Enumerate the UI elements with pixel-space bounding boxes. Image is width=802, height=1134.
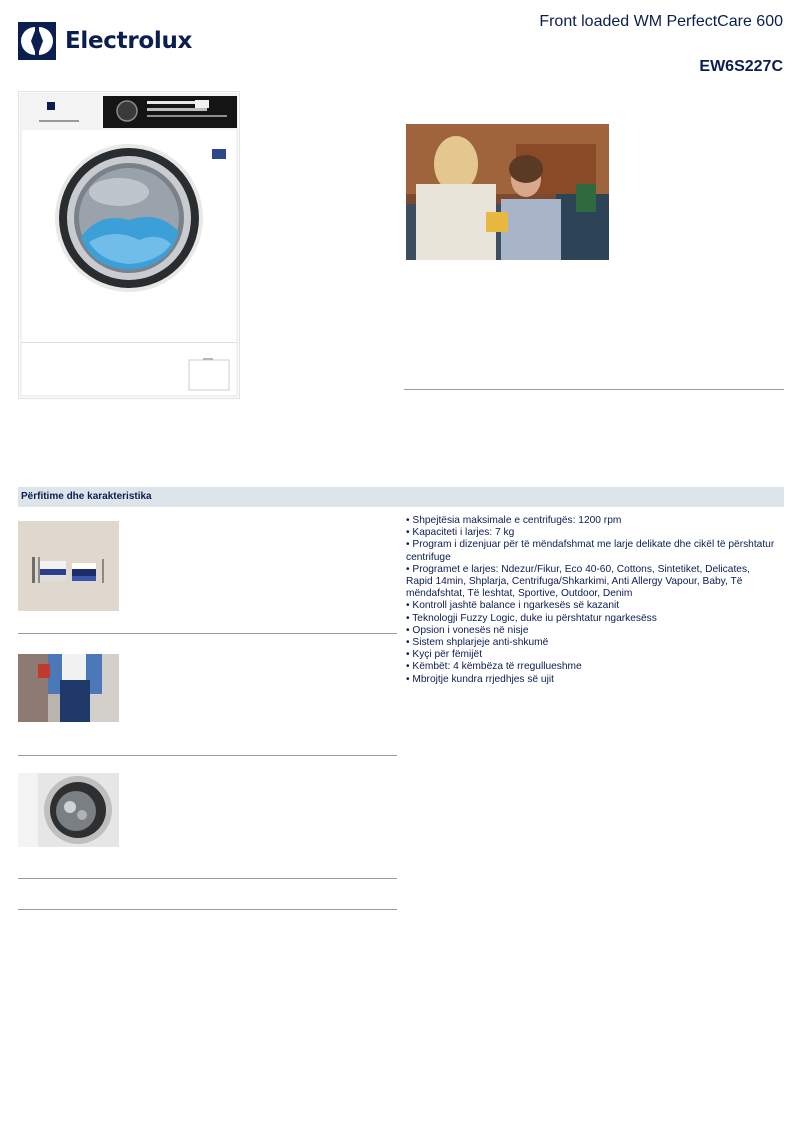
feature-item: • Teknologji Fuzzy Logic, duke iu përshtatur ngarkesëss xyxy=(406,612,657,624)
washing-machine-image xyxy=(18,91,240,399)
feature-list xyxy=(406,515,776,686)
feature-image-drum xyxy=(18,773,119,847)
brand-logo xyxy=(18,21,198,61)
feature-item: • Program i dizenjuar për të mëndafshmat me larje delikate dhe cikël të përshtatur centrifuge xyxy=(406,539,775,563)
divider xyxy=(18,909,397,910)
divider xyxy=(18,878,397,879)
divider xyxy=(404,389,784,390)
feature-item: • Shpejtësia maksimale e centrifugës: 1200 rpm xyxy=(406,515,622,526)
model-number: EW6S227C xyxy=(699,58,783,75)
feature-item: • Kyçi për fëmijët xyxy=(406,649,483,661)
document-title: Front loaded WM PerfectCare 600 xyxy=(539,13,783,30)
brand-name: Electrolux xyxy=(65,28,193,54)
section-title: Përfitime dhe karakteristika xyxy=(21,491,152,502)
feature-item: • Programet e larjes: Ndezur/Fikur, Eco 40-60, Cottons, Sintetiket, Delicates, Rapid 14min, Shplarja, Centrifuga/Shkarkimi, Anti Allergy Vapour, Baby, Të mëndafshtat, Të leshtat, Sportive, Outdoor, Denim xyxy=(406,563,750,600)
feature-item: • Mbrojtje kundra rrjedhjes së ujit xyxy=(406,673,554,685)
feature-image-jeans xyxy=(18,654,119,722)
feature-item: • Këmbët: 4 këmbëza të rregullueshme xyxy=(406,661,582,673)
divider xyxy=(18,633,397,634)
lifestyle-photo xyxy=(406,124,609,260)
feature-item: • Kapaciteti i larjes: 7 kg xyxy=(406,527,515,539)
divider xyxy=(18,755,397,756)
electrolux-logo-icon xyxy=(18,22,56,60)
feature-item: • Kontroll jashtë balance i ngarkesës së kazanit xyxy=(406,600,620,612)
feature-item: • Sistem shplarjeje anti-shkumë xyxy=(406,637,549,649)
feature-image-garments xyxy=(18,521,119,611)
feature-item: • Opsion i vonesës në nisje xyxy=(406,624,529,636)
